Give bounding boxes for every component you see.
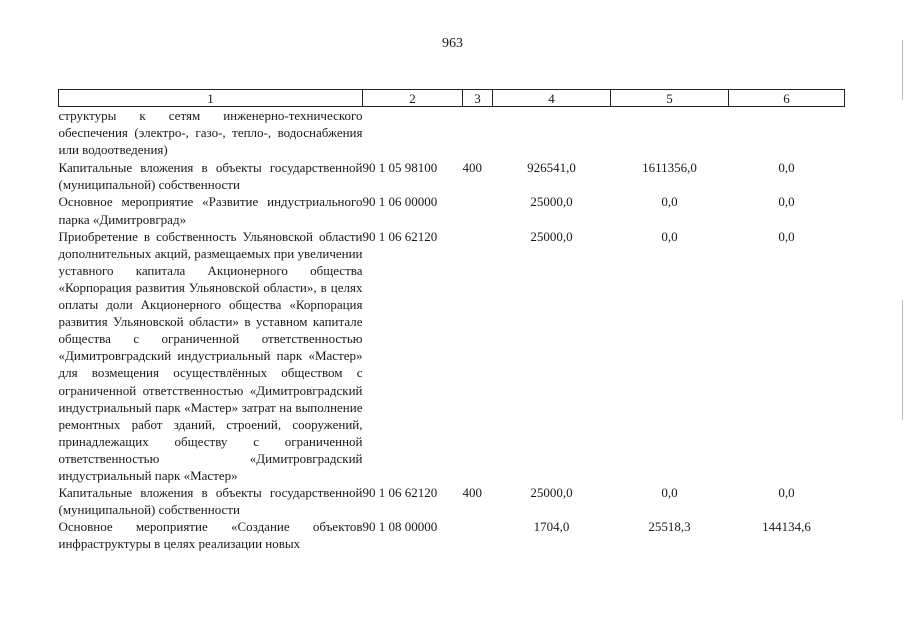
row-expense-type: 400 — [462, 160, 482, 176]
row-code: 90 1 06 62120 — [362, 228, 438, 244]
row-code: 90 1 06 00000 — [362, 194, 438, 210]
table-row — [59, 193, 845, 227]
table-row — [59, 484, 845, 518]
scan-edge-mark — [902, 40, 903, 100]
row-value-col5: 0,0 — [661, 228, 678, 244]
row-value-col5: 1611356,0 — [642, 160, 697, 176]
table-row — [59, 107, 845, 160]
row-code — [363, 107, 463, 160]
row-value-col4 — [493, 107, 611, 160]
table-row — [59, 159, 845, 193]
row-value-col4: 25000,0 — [530, 194, 573, 210]
row-value-col6: 0,0 — [778, 485, 795, 501]
row-name: Основное мероприятие «Развитие индустриального парка «Димитровград» — [58, 194, 363, 227]
row-name: Капитальные вложения в объекты государственной (муниципальной) собственности — [58, 160, 363, 193]
row-name: Основное мероприятие «Создание объектов инфраструктуры в целях реализации новых — [58, 519, 363, 552]
row-name: Капитальные вложения в объекты государственной (муниципальной) собственности — [58, 485, 363, 518]
column-header: 1 — [59, 90, 363, 107]
budget-table — [58, 89, 845, 552]
column-header: 5 — [611, 90, 729, 107]
row-value-col4: 25000,0 — [530, 485, 573, 501]
row-expense-type — [463, 193, 493, 227]
row-expense-type — [463, 518, 493, 552]
row-code: 90 1 08 00000 — [362, 519, 438, 535]
table-header-row — [59, 90, 845, 107]
column-header: 3 — [463, 90, 493, 107]
row-name: структуры к сетям инженерно-технического обеспечения (электро-, газо-, тепло-, водоснабжения или водоотведения) — [58, 108, 363, 158]
row-expense-type — [463, 228, 493, 484]
row-value-col5: 25518,3 — [648, 519, 691, 535]
row-value-col5: 0,0 — [661, 485, 678, 501]
row-value-col4: 1704,0 — [533, 519, 570, 535]
row-value-col4: 25000,0 — [530, 228, 573, 244]
table-row — [59, 228, 845, 484]
row-expense-type — [463, 107, 493, 160]
row-value-col5 — [611, 107, 729, 160]
row-value-col6: 0,0 — [778, 194, 795, 210]
row-code: 90 1 06 62120 — [362, 485, 438, 501]
column-header: 2 — [363, 90, 463, 107]
row-value-col6: 144134,6 — [762, 519, 811, 535]
row-code: 90 1 05 98100 — [362, 160, 438, 176]
row-expense-type: 400 — [462, 485, 482, 501]
row-value-col5: 0,0 — [661, 194, 678, 210]
row-value-col6: 0,0 — [778, 228, 795, 244]
column-header: 4 — [493, 90, 611, 107]
scan-edge-mark — [902, 300, 903, 420]
row-value-col6 — [729, 107, 845, 160]
page-number: 963 — [442, 36, 463, 51]
row-value-col6: 0,0 — [778, 160, 795, 176]
row-value-col4: 926541,0 — [527, 160, 576, 176]
table-row — [59, 518, 845, 552]
column-header: 6 — [729, 90, 845, 107]
row-name: Приобретение в собственность Ульяновской области дополнительных акций, размещаемых при увеличении уставного капитала Акционерного общества «Корпорация развития Ульяновской области», в целях оплаты доли Акционерного общества «Корпорация развития Ульяновской области» в уставном капитале общества с ограниченной ответственностью «Димитровградский индустриальный парк «Мастер» для возмещения осуществлённых обществом с ограниченной ответственностью «Димитровградский индустриальный парк «Мастер» затрат на выполнение ремонтных работ зданий, строений, сооружений, принадлежащих обществу с ограниченной ответственностью «Димитровградский индустриальный парк «Мастер» — [58, 228, 363, 483]
